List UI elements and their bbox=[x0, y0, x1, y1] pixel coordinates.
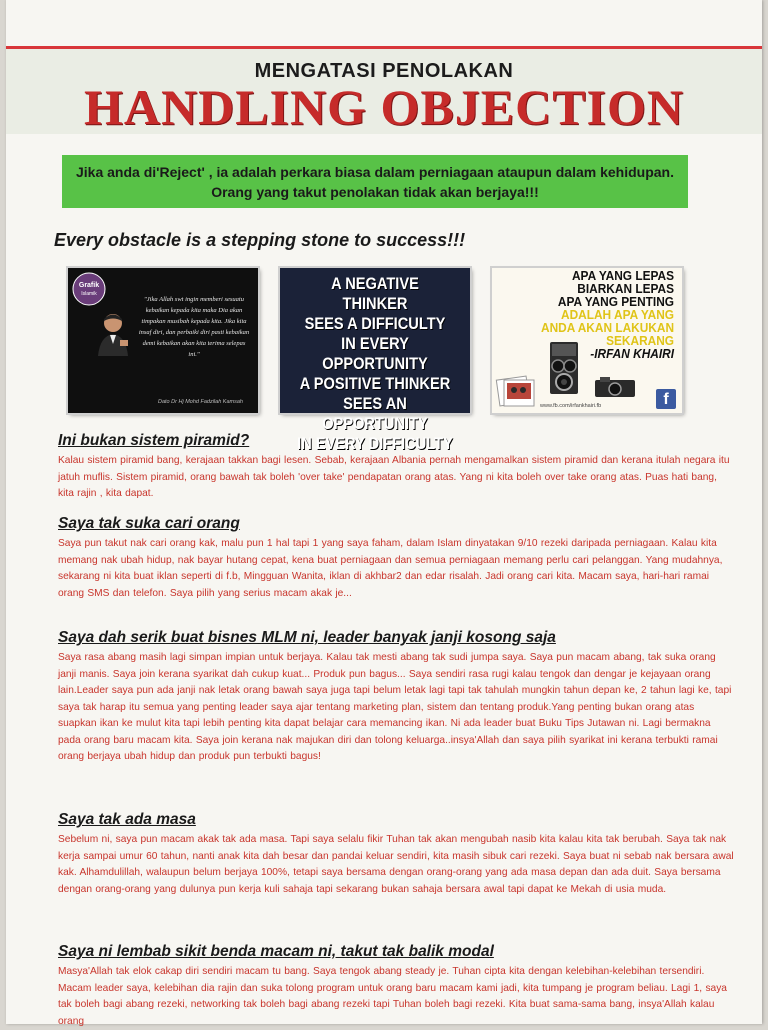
qa-heading: Saya dah serik buat bisnes MLM ni, leader banyak janji kosong saja bbox=[58, 629, 556, 646]
magazine-page bbox=[6, 0, 762, 1027]
qa-body: Masya'Allah tak elok cakap diri sendiri macam tu bang. Saya tengok abang steady je. Tuhan cipta kita dengan kelebihan-kelebihan tersendiri. Macam leader saya, kelebihan dia rajin dan suka tolong program untuk orang baru macam kami jadi, kita tumpang je program beliau. Lagi 1, saya tak boleh bagi abang rezeki, networking tak boleh bagi abang rezeki tapi Tuhan boleh bagi rezeki. Kita buat sama-sama bang, insya'Allah kalau orang bbox=[58, 966, 727, 1027]
qa-section bbox=[58, 431, 734, 503]
qa-heading: Saya tak ada masa bbox=[58, 811, 196, 828]
vintage-camera-icon bbox=[544, 340, 584, 396]
compact-camera-icon bbox=[594, 376, 636, 398]
neg-line: A NEGATIVE THINKER bbox=[331, 274, 419, 313]
neg-line: A POSITIVE THINKER bbox=[299, 374, 451, 393]
negative-thinker-text bbox=[297, 274, 454, 454]
page-kicker: MENGATASI PENOLAKAN bbox=[254, 60, 514, 82]
grafik-islamik-logo-icon bbox=[72, 272, 106, 306]
speaker-portrait-icon bbox=[96, 310, 130, 356]
qa-section bbox=[58, 810, 734, 898]
qa-body: Sebelum ni, saya pun macam akak tak ada masa. Tapi saya selalu fikir Tuhan tak akan mengubah nasib kita kalau kita tak berubah. Saya tak nak kerja sampai umur 60 tahun, nanti anak kita dah besar dan pandai keluar sendiri, kita masih sibuk cari rezeki. Saya buat ni sebab nak bersara awal kak. Alhamdulillah, walaupun belum berjaya 100%, tetapi saya bersama dengan orang-orang yang ada masa depan dan ada duit. Saya bersama dengan orang-orang yang dulunya pun kerja kuli sahaja tapi sekarang bukan sahaja bersara awal tapi dapat ke Mekah di usia muda. bbox=[58, 834, 734, 895]
photo-stack-icon bbox=[496, 374, 536, 408]
negative-thinker-image bbox=[280, 268, 470, 453]
quote-text: "Jika Allah swt ingin memberi sesuatu kebaikan kepada kita maka Dia akan timpakan musibah kepada kita. Jika kita insaf diri, dan perbaiki diri pasti kebaikan demi kebaikan akan kita terima selepas ini." bbox=[138, 296, 250, 358]
facebook-url: www.fb.com/irfankhairi.fb bbox=[540, 403, 602, 409]
svg-text:Islamik: Islamik bbox=[81, 291, 97, 297]
lepas-author: -IRFAN KHAIRI bbox=[590, 347, 674, 361]
lepas-line: ADALAH APA YANG bbox=[560, 308, 674, 322]
qa-section bbox=[58, 942, 734, 1030]
slogan: Every obstacle is a stepping stone to success!!! bbox=[54, 230, 466, 250]
qa-section bbox=[58, 514, 734, 602]
lepas-line: APA YANG LEPAS bbox=[571, 269, 674, 283]
neg-line: IN EVERY OPPORTUNITY bbox=[322, 334, 428, 373]
apa-yang-lepas-image bbox=[492, 268, 682, 413]
lepas-line: SEKARANG bbox=[606, 334, 674, 348]
callout-box: Jika anda di'Reject' , ia adalah perkara biasa dalam perniagaan ataupun dalam kehidupan. Orang yang takut penolakan tidak akan berjaya!!! bbox=[62, 155, 688, 208]
qa-section bbox=[58, 628, 734, 766]
qa-body: Kalau sistem piramid bang, kerajaan takkan bagi lesen. Sebab, kerajaan Albania pernah mengamalkan sistem piramid dan kerana itulah negara itu jatuh muflis. Sistem piramid, orang bawah tak boleh 'over take' pendapatan orang atas. Yang ni kita boleh over take orang atas. Puas hati bang, kita rajin , kita dapat. bbox=[58, 455, 730, 499]
page-title: HANDLING OBJECTION bbox=[83, 79, 685, 135]
svg-text:Grafik: Grafik bbox=[78, 282, 100, 289]
neg-line: SEES AN OPPORTUNITY bbox=[322, 394, 428, 433]
qa-body: Saya rasa abang masih lagi simpan impian untuk berjaya. Kalau tak mesti abang tak sudi jumpa saya. Saya pun macam abang, tak suka orang janji manis. Saya join kerana syarikat dah cukup kuat... Produk pun bagus... Saya sendiri rasa rugi kalau tengok dan dengar je kejayaan orang lain.Leader saya pun ada janji nak letak orang bawah saya juga tapi belum letak lagi tapi tak tahulah mungkin tahun depan ke, 2 tahun lagi ke, tapi saya tak harap itu semua yang penting leader saya ajar tentang marketing plan, sistem dan tentang produk.Yang penting bukan orang atas suapkan ikan ke mulut kita tapi lebih penting kita dapat belajar cara memancing ikan. Ni ada leader buat Buku Tips Jutawan ni. Lagi bermakna pada orang baru macam kita. Saya join kerana nak majukan diri dan tolong keluarga..insya'Allah dan saya pilih syarikat ini kerana terbukti ramai orang berjaya ubah hidup dan produk pun terbukti bagus! bbox=[58, 652, 732, 762]
lepas-line: APA YANG PENTING bbox=[557, 295, 674, 309]
lepas-line: BIARKAN LEPAS bbox=[577, 282, 674, 296]
lepas-line: ANDA AKAN LAKUKAN bbox=[540, 321, 674, 335]
quote-card-image bbox=[68, 268, 258, 413]
qa-heading: Saya ni lembab sikit benda macam ni, takut tak balik modal bbox=[58, 943, 494, 960]
neg-line: SEES A DIFFICULTY bbox=[304, 314, 446, 333]
qa-heading: Ini bukan sistem piramid? bbox=[58, 432, 250, 449]
neg-line: IN EVERY DIFFICULTY bbox=[297, 434, 453, 453]
quote-credit: Dato Dr Hj Mohd Fadzilah Kamsah bbox=[158, 399, 243, 405]
facebook-icon: f bbox=[656, 389, 676, 409]
qa-body: Saya pun takut nak cari orang kak, malu pun 1 hal tapi 1 yang saya faham, dalam Islam dinyatakan 9/10 rezeki daripada perniagaan. Kalau kita memang nak ubah hidup, nak bayar hutang cepat, kena buat perniagaan dan semua perniagaan memang perlu cari pelanggan. Yang mudahnya, sekarang ni kita buat iklan seperti di f.b, Mingguan Wanita, iklan di akhbar2 dan edar risalah. Jadi orang cari kita. Macam saya, hari-hari ramai orang SMS dan telefon. Saya pilih yang serius macam akak je... bbox=[58, 538, 723, 599]
qa-heading: Saya tak suka cari orang bbox=[58, 515, 240, 532]
